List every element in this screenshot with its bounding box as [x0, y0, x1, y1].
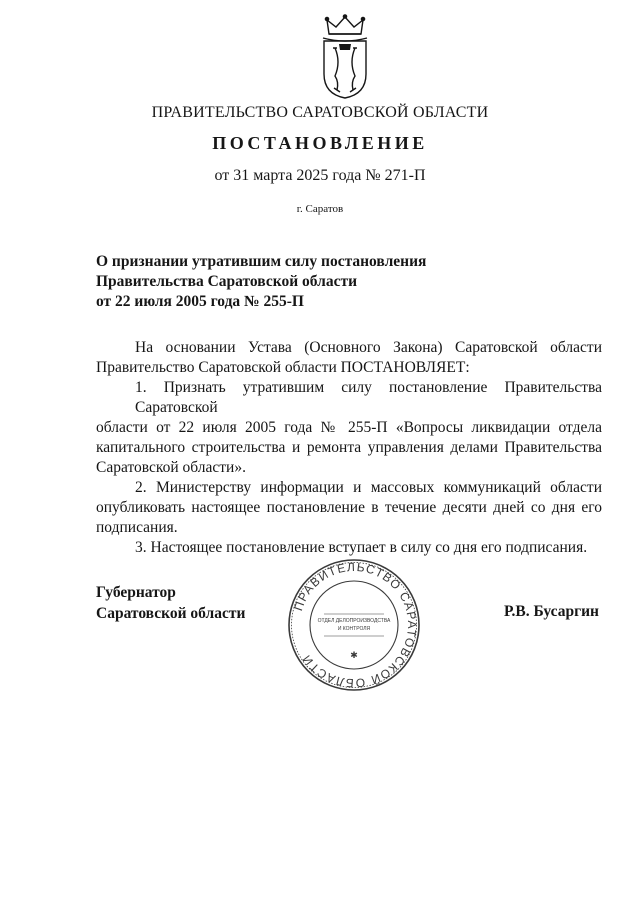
signatory-position-line: Саратовской области [96, 605, 246, 622]
body-line: Правительство Саратовской области ПОСТАНОВЛЯЕТ: [96, 359, 470, 376]
stamp-star-icon: ✱ [350, 651, 358, 661]
document-body [96, 338, 602, 558]
body-line: области от 22 июля 2005 года № 255-П «Вопросы ликвидации отдела [96, 419, 602, 436]
signatory-name: Р.В. Бусаргин [504, 603, 599, 620]
official-seal-stamp [286, 557, 422, 693]
document-date-number: от 31 марта 2025 года № 271-П [214, 167, 426, 184]
body-line: опубликовать настоящее постановление в течение десяти дней со дня его [96, 499, 602, 516]
stamp-center-line: И КОНТРОЛЯ [337, 626, 371, 632]
subject-line: от 22 июля 2005 года № 255-П [96, 293, 304, 310]
signatory-position [96, 582, 245, 624]
body-line: 1. Признать утратившим силу постановление Правительства Саратовской [135, 379, 602, 416]
document-type: ПОСТАНОВЛЕНИЕ [212, 133, 428, 153]
coat-of-arms-icon [317, 14, 373, 100]
document-subject [96, 252, 426, 312]
body-line: На основании Устава (Основного Закона) Саратовской области [135, 339, 602, 356]
signatory-position-line: Губернатор [96, 584, 176, 601]
stamp-ring-text: ПРАВИТЕЛЬСТВО САРАТОВСКОЙ ОБЛАСТИ [291, 559, 420, 691]
document-city: г. Саратов [296, 203, 344, 215]
stamp-center-line: ОТДЕЛ ДЕЛОПРОИЗВОДСТВА [317, 618, 391, 624]
organization-name: ПРАВИТЕЛЬСТВО САРАТОВСКОЙ ОБЛАСТИ [151, 104, 489, 121]
body-line: 2. Министерству информации и массовых коммуникаций области [135, 479, 602, 496]
body-line: 3. Настоящее постановление вступает в силу со дня его подписания. [135, 539, 588, 556]
body-line: Саратовской области». [96, 459, 246, 476]
subject-line: О признании утратившим силу постановления [96, 253, 427, 270]
subject-line: Правительства Саратовской области [96, 273, 357, 290]
body-line: капитального строительства и ремонта управления делами Правительства [96, 439, 602, 456]
body-line: подписания. [96, 519, 178, 536]
